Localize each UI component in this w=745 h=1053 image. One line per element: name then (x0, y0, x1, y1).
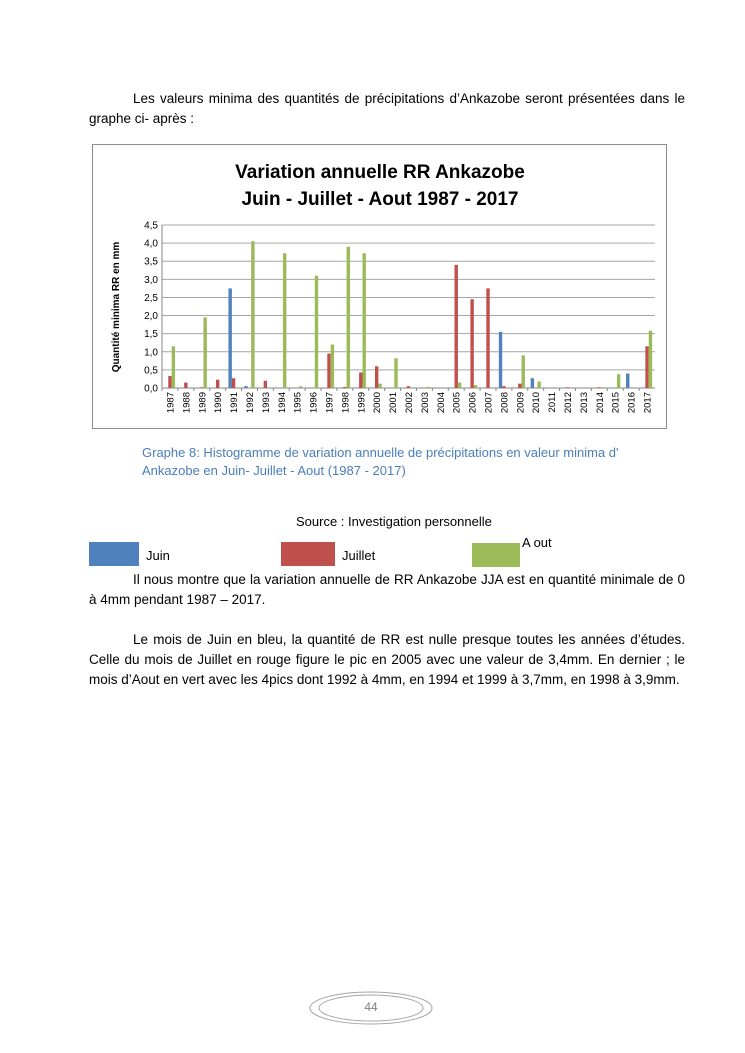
x-tick-label: 1989 (197, 392, 209, 414)
bar-aout (362, 253, 365, 388)
y-axis-label: Quantité minima RR en mm (111, 241, 122, 373)
bar-juillet (343, 387, 346, 388)
x-tick-label: 2000 (372, 392, 384, 414)
bar-juin (244, 386, 247, 388)
x-tick-label: 1987 (165, 392, 177, 414)
x-tick-label: 1998 (340, 392, 352, 414)
bar-juillet (168, 376, 171, 388)
x-tick-label: 2006 (467, 392, 479, 414)
chart-subtitle: Juin - Juillet - Aout 1987 - 2017 (241, 189, 519, 210)
y-tick-label: 0,5 (144, 365, 158, 377)
bar-aout (426, 387, 429, 388)
bar-aout (458, 383, 461, 388)
figure-caption: Graphe 8: Histogramme de variation annuelle de précipitations en valeur minima d' Ankazobe en Juin- Juillet - Aout (1987 - 2017) (142, 445, 619, 478)
y-tick-label: 3,0 (144, 274, 158, 286)
x-tick-label: 2017 (642, 392, 654, 414)
x-tick-label: 2007 (483, 392, 495, 414)
x-tick-label: 1991 (229, 392, 241, 414)
intro-paragraph: Les valeurs minima des quantités de précipitations d’Ankazobe seront présentées dans le graphe ci- après : (89, 91, 685, 126)
x-tick-label: 2004 (435, 392, 447, 414)
x-tick-label: 2008 (499, 392, 511, 414)
bar-aout (251, 241, 254, 388)
bar-juillet (375, 366, 378, 388)
bar-juillet (502, 386, 505, 388)
x-tick-label: 2012 (563, 392, 575, 414)
bar-aout (394, 358, 397, 388)
bar-juin (531, 378, 534, 388)
bar-aout (315, 276, 318, 388)
bar-aout (537, 381, 540, 388)
x-tick-label: 1993 (260, 392, 272, 414)
page-number-badge (308, 990, 434, 1026)
x-tick-label: 2002 (404, 392, 415, 414)
source-note: Source : Investigation personnelle (296, 514, 492, 529)
chart-title: Variation annuelle RR Ankazobe (235, 162, 525, 183)
x-tick-label: 1996 (308, 392, 320, 414)
analysis-paragraph-2: Le mois de Juin en bleu, la quantité de RR est nulle presque toutes les années d’études. Celle du mois de Juillet en rouge figure le pic en 2005 avec une valeur de 3,4mm. En dernier ; le mois d’Aout en vert avec les 4pics dont 1992 à 4mm, en 1994 et 1999 à 3,7mm, en 1998 à 3,9mm. (89, 632, 685, 687)
bar-juillet (455, 265, 458, 388)
x-tick-label: 1997 (324, 392, 336, 414)
y-tick-label: 0,0 (144, 383, 158, 395)
bar-juillet (232, 378, 235, 388)
bar-juillet (566, 387, 569, 388)
x-tick-label: 2011 (547, 392, 559, 413)
x-tick-label: 2014 (594, 392, 606, 414)
bar-juillet (200, 387, 203, 388)
x-tick-label: 1994 (276, 392, 288, 414)
chart-frame (92, 144, 667, 429)
x-tick-label: 2005 (451, 392, 463, 414)
precipitation-bar-chart (93, 145, 666, 428)
x-tick-label: 1988 (181, 392, 193, 414)
bar-aout (347, 247, 350, 388)
bar-juillet (216, 380, 219, 388)
x-tick-label: 1999 (356, 392, 368, 414)
bar-juillet (486, 288, 489, 388)
bar-aout (474, 385, 477, 388)
bar-juillet (264, 381, 267, 388)
x-tick-label: 2001 (388, 392, 400, 414)
bar-juillet (645, 346, 648, 388)
legend-swatch-juillet (281, 542, 335, 566)
bar-aout (331, 345, 334, 388)
y-tick-label: 3,5 (144, 256, 158, 268)
bar-juillet (184, 383, 187, 388)
bar-aout (522, 355, 525, 388)
legend-label-aout: A out (522, 535, 552, 550)
legend-swatch-juin (89, 542, 139, 566)
y-tick-label: 1,5 (144, 329, 158, 341)
bar-juillet (407, 386, 410, 388)
bar-juillet (598, 387, 601, 388)
x-tick-label: 2003 (419, 392, 431, 414)
bar-juin (626, 374, 629, 388)
bar-aout (283, 253, 286, 388)
y-tick-label: 4,5 (144, 220, 158, 232)
legend-label-juin: Juin (146, 548, 170, 563)
bar-aout (601, 387, 604, 388)
y-tick-label: 2,0 (144, 311, 158, 323)
bar-juillet (359, 372, 362, 388)
bar-aout (378, 384, 381, 388)
bar-aout (617, 374, 620, 388)
bar-aout (172, 346, 175, 388)
y-tick-label: 4,0 (144, 238, 158, 250)
page-number: 44 (364, 1000, 378, 1014)
x-tick-label: 2010 (531, 392, 543, 414)
analysis-paragraph-1: Il nous montre que la variation annuelle de RR Ankazobe JJA est en quantité minimale de 0 à 4mm pendant 1987 – 2017. (89, 572, 685, 607)
x-tick-label: 1995 (292, 392, 304, 414)
bar-aout (649, 331, 652, 388)
bar-juin (228, 288, 231, 388)
x-tick-label: 1992 (244, 392, 256, 414)
bar-juillet (327, 354, 330, 388)
bar-aout (203, 317, 206, 388)
bar-juillet (518, 384, 521, 388)
x-tick-label: 2013 (578, 392, 590, 414)
x-tick-label: 2009 (515, 392, 527, 414)
x-tick-label: 2015 (610, 392, 622, 414)
bar-aout (299, 386, 302, 388)
legend-swatch-aout (472, 543, 520, 567)
y-tick-label: 2,5 (144, 292, 158, 304)
x-tick-label: 1990 (213, 392, 225, 414)
y-tick-label: 1,0 (144, 347, 158, 359)
x-tick-label: 2016 (626, 392, 638, 414)
legend-label-juillet: Juillet (342, 548, 376, 563)
bar-juin (499, 332, 502, 388)
bar-juillet (470, 299, 473, 388)
